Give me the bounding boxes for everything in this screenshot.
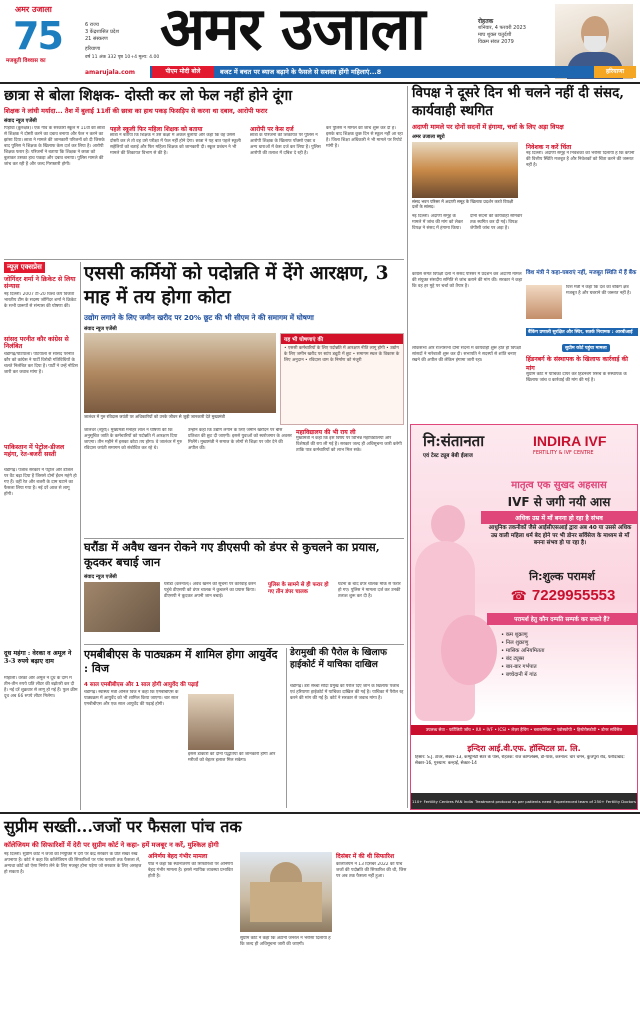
mining-story-box-head: पुलिस के सामने से ही फरार हो गए तीन डंपर चालक — [268, 582, 329, 595]
lead-left-body-col3: छात्रा के परिजनों की शिकायत पर पुलिस ने आरोपी शिक्षक के खिलाफ पॉक्सो एक्ट व अन्य धाराओं में केस दर्ज कर लिया है। पुलिस आरोपी की तलाश में दबिश दे रही है। — [250, 133, 321, 156]
bottom-bar-item: Treatment protocol as per patients need — [475, 798, 552, 804]
checklist-item: • निल शुक्राणु — [501, 640, 529, 646]
checklist-item: • मासिक अनियमितता — [501, 648, 545, 654]
brand-small-text: अमर उजाला — [15, 4, 52, 14]
bottom-story-body-1: नई दिल्ली। सुप्रीम कोर्ट ने जजों की नियुक्ति में देरी पर केंद्र सरकार के प्रति सख्त रुख अपनाया है। कोर्ट ने कहा कि कॉलेजियम की सिफारिशों पर पांच फरवरी तक फैसला लें, अन्यथा कोर्ट को ऐसा निर्णय लेने के लिए मजबूर होना पड़ेगा जो सरकार के लिए असहज हो सकता है। — [4, 852, 142, 875]
ivf-brand-sub: FERTILITY & IVF CENTRE — [533, 450, 594, 456]
bottom-story-subhead: कॉलेजियम की सिफारिशों में देरी पर सुप्रीम कोर्ट ने कहा- हमें मजबूर न करें, मुश्किल होगी — [4, 841, 219, 849]
date-block — [478, 18, 548, 46]
court-tag: सुप्रीम कोर्ट पहुंचा मामला — [562, 344, 610, 352]
mining-story-headline: घरौंडा में अवैध खनन रोकने गए डीएसपी को डंपर से कुचलने का प्रयास, कूदकर बचाई जान — [84, 540, 380, 569]
news-express-label: न्यूज़ एक्सप्रेस — [4, 262, 45, 273]
bullet-icon: • — [501, 656, 505, 662]
right-top-headline: विपक्ष ने दूसरे दिन भी चलने नहीं दी संसद, कार्यवाही स्थगित — [412, 85, 625, 119]
bullet-icon: • — [501, 640, 505, 646]
pm-tab[interactable]: पीएम मोदी बोले — [152, 66, 214, 78]
mbbs-story-body-2: इससे डॉक्टरों को दोनों पद्धतियों की जानकारी होगी और मरीजों को बेहतर इलाज मिल सकेगा। — [188, 752, 276, 763]
bullet-icon: • — [501, 672, 505, 678]
bottom-divider — [0, 812, 640, 814]
tagline: मजबूती विश्वास का — [6, 58, 46, 64]
ivf-checklist — [501, 631, 637, 679]
lead-left-col2-head: पहले स्कूली फिर महिला शिक्षक को बताया — [110, 126, 203, 133]
bottom-bar-item: Experienced team of 250+ Fertility Doctors — [553, 798, 636, 804]
brief-head-1: जोगिंदर शर्मा ने क्रिकेट से लिया संन्यास — [4, 276, 76, 291]
right-top-brief-body: वित्त मंत्री ने कहा कि देश का बैंकिंग क्षेत्र मजबूत है और घबराने की जरूरत नहीं है। — [566, 285, 632, 296]
right-top-body-3: कांग्रेस समेत विपक्षी दलों ने संसद परिसर में प्रदर्शन कर अदाणी मामले की संयुक्त संसदीय समिति से जांच कराने की मांग की। सरकार ने कहा कि वह हर मुद्दे पर चर्चा को तैयार है। — [412, 272, 523, 289]
main-story-byline: संवाद न्यूज एजेंसी — [84, 326, 117, 332]
bottom-bar-item: 110+ Fertility Centres PAN India — [412, 798, 473, 804]
right-top-side-body: नई दिल्ली। अदाणी समूह ने निवेशकों को भरोसा दिलाया है कि कंपनी की वित्तीय स्थिति मजबूत है और निवेशकों को चिंता करने की जरूरत नहीं है। — [526, 151, 635, 168]
lead-left-headline: छात्रा से बोला शिक्षक- दोस्ती कर लो फेल नहीं होने दूंगा — [4, 88, 293, 104]
sidebar-divider — [80, 262, 81, 810]
checklist-item: • बंद ट्यूब्स — [501, 656, 525, 662]
pm-beard-shape — [584, 36, 606, 52]
petrol-story-body: चंडीगढ़। डेरा सच्चा सौदा प्रमुख को पैरोल दिए जाने के खिलाफ पंजाब एवं हरियाणा हाईकोर्ट में याचिका दाखिल की गई है। याचिका में पैरोल रद्द करने की मांग की गई है। कोर्ट ने सरकार से जवाब मांगा है। — [290, 684, 404, 701]
mbbs-story-photo — [188, 694, 234, 750]
lead-left-body-col2: छात्रा ने बताया कि शिक्षक ने उसे कक्षा में अकेले बुलाया और कहा कि वह उससे दोस्ती कर ले तो वह उसे परीक्षा में फेल नहीं होने देगा। छात्रा ने यह बात पहले स्कूली सहेलियों को बताई और फिर महिला शिक्षक को जानकारी दी। स्कूल प्रबंधन ने भी मामले की शिकायत विभाग से की है। — [110, 133, 241, 156]
brief-body-4: मोहाली। वेरका और अमूल ने दूध के दाम में तीन-तीन रुपये प्रति लीटर की बढ़ोतरी कर दी है। नई दरें शुक्रवार से लागू हो गई हैं। फुल क्रीम दूध अब 66 रुपये लीटर मिलेगा। — [4, 676, 78, 699]
issue-line: वर्ष 11 अंक 332 पृष्ठ 10+4 मूल्य: 4.00 — [85, 55, 160, 60]
budget-line[interactable]: बजट में बचत पर ब्याज बढ़ाने के फैसले से सशक्त होंगी महिलाएं...8 — [220, 68, 382, 76]
edition-item: 3 केंद्रशासित प्रदेश — [85, 28, 119, 35]
ivf-top-sub: एवं टेस्ट ट्यूब बेबी ईलाज — [423, 453, 473, 459]
brief-head-3: पाकिस्तान में पेट्रोल-डीजल महंगा, रेत-बजरी सस्ती — [4, 444, 65, 459]
main-story-right-head: महाविद्यालय की भी राय ली — [296, 429, 356, 436]
right-top-photo — [412, 142, 518, 198]
anniversary-logo — [3, 4, 78, 66]
right-top-side-head: निवेशक न करें चिंता — [526, 144, 572, 151]
bottom-story-side-head: अनिर्णय बेहद गंभीर मामला — [148, 853, 208, 860]
ivf-pregnant-silhouette — [410, 505, 496, 735]
lead-divider — [4, 259, 404, 260]
court-dome-shape — [270, 862, 302, 884]
main-story-body-3: मुख्यमंत्री ने कहा कि इस विषय पर विभिन्न महाविद्यालयों और विशेषज्ञों की राय ली गई है। सरकार जल्द ही अधिसूचना जारी करेगी ताकि पात्र कर्मचारियों को लाभ मिल सके। — [296, 436, 402, 453]
brief-head-2: सांसद परनीत कौर कांग्रेस से निलंबित — [4, 336, 69, 351]
bottom-story-side-head2: दिसंबर में की थी सिफारिश — [336, 853, 395, 860]
state-tab[interactable]: हरियाणा — [594, 66, 636, 78]
right-top-caption2: बैंकिंग प्रणाली सुरक्षित और स्थिर, सतर्क नियामक : आरबीआई — [526, 328, 638, 336]
ivf-consult-label: नि:शुल्क परामर्श — [529, 570, 595, 583]
hindu-calendar: माघ शुक्ल चतुर्दशी — [478, 32, 512, 38]
petrol-story-headline: डेरामुखी की पैरोल के खिलाफ हाईकोर्ट में याचिका दाखिल — [290, 648, 387, 670]
mining-story-photo — [84, 582, 160, 632]
mbbs-story-headline: एमबीबीएस के पाठ्यक्रम में शामिल होगा आयुर्वेद : विज — [84, 648, 278, 675]
brief-head-4: दूध महंगा : वेरका व अमूल ने 3-3 रुपये बढ़ाए दाम — [4, 650, 72, 665]
mining-divider — [84, 644, 404, 645]
right-top-photo-caption: संसद भवन परिसर में अदाणी समूह के खिलाफ प्रदर्शन करते विपक्षी दलों के सांसद। — [412, 199, 514, 210]
right-top-court-head: हिंडनबर्ग के संस्थापक के खिलाफ कार्रवाई की मांग — [526, 356, 628, 372]
bullet-icon: • — [501, 632, 505, 638]
lead-left-byline: संवाद न्यूज एजेंसी — [4, 118, 37, 124]
main-story-photo — [84, 333, 276, 413]
lead-left-body-col4: कर पुलिस ने मामले की जांच शुरू कर दी है। इसके बाद शिक्षक कुछ दिन से स्कूल नहीं आ रहा है। जिला शिक्षा अधिकारी ने भी मामले पर रिपोर्ट मांगी है। — [326, 126, 403, 149]
main-story-body-1: जालंधर (ब्यूरो)। मुख्यमंत्री मनोहर लाल ने घोषणा की कि अनुसूचित जाति के कर्मचारियों को पदोन्नति में आरक्षण दिया जाएगा। तीन महीने में इसका कोटा तय होगा। वे जालंधर में गुरु रविदास जयंती समागम को संबोधित कर रहे थे। — [84, 428, 182, 451]
court-building-shape — [250, 882, 322, 922]
mining-story-body-1: घरौंडा (करनाल)। अवैध खनन की सूचना पर कार्रवाई करने पहुंचे डीएसपी को डंपर चालक ने कुचलने का प्रयास किया। डीएसपी ने कूदकर अपनी जान बचाई। — [164, 582, 256, 599]
ivf-bottom-bar — [411, 793, 637, 809]
editions-list — [85, 22, 145, 42]
right-top-brief-head: विश मंत्री ने कहा-घबराएं नहीं, मजबूत स्थिति में हैं बैंक — [526, 270, 637, 276]
mining-story-body-2: घटना के बाद डंपर चालक मौके से फरार हो गए। पुलिस ने मामला दर्ज कर उनकी तलाश शुरू कर दी है। — [338, 582, 401, 599]
ivf-company: इन्दिरा आई.वी.एफ. हॉस्पिटल प्रा. लि. — [467, 744, 581, 753]
ivf-services: उपलब्ध सेवा - फर्टिलिटी जाँच • IUI • IVF • ICSI • लेज़र हैचिंग • ब्लास्टोसिस्ट • एंडोस्कोपी • हिस्टेरोस्कोपी • डोनर सर्विसेज — [411, 725, 637, 735]
anniversary-number: 75 — [13, 14, 62, 58]
bottom-story-body-2: पीठ ने कहा कि स्थानांतरण की सिफारिशों पर अनिर्णय बेहद गंभीर मामला है। इससे न्यायिक व्यवस्था प्रभावित होती है। — [148, 862, 233, 879]
right-top-body-4: लोकसभा और राज्यसभा दोनों सदनों में कार्यवाही शुरू होते ही विपक्षी सांसदों ने नारेबाजी शुरू कर दी। सभापति ने सदस्यों से शांति बनाए रखने की अपील की लेकिन हंगामा जारी रहा। — [412, 346, 521, 363]
mbbs-story-body-1: चंडीगढ़। स्वास्थ्य मंत्री अनिल विज ने कहा कि एमबीबीएस के पाठ्यक्रम में आयुर्वेद को भी शामिल किया जाएगा। चार साल एमबीबीएस और एक साल आयुर्वेद की पढ़ाई होगी। — [84, 690, 179, 707]
checklist-item: • कम शुक्राणु — [501, 632, 528, 638]
ivf-phone[interactable] — [493, 585, 633, 605]
right-top-body-1: नई दिल्ली। अदाणी समूह के मामले में जांच की मांग को लेकर विपक्ष ने संसद में हंगामा किया। — [412, 214, 463, 231]
mbbs-story-subhead: 4 साल एमबीबीएस और 1 साल होगी आयुर्वेद की पढ़ाई — [84, 682, 199, 688]
masthead — [0, 0, 640, 80]
mining-story-byline: संवाद न्यूज एजेंसी — [84, 574, 117, 580]
bottom-story-body-3: कॉलेजियम ने 13 दिसंबर 2022 को पांच जजों की पदोन्नति की सिफारिश की थी, जिस पर अब तक फैसला नहीं हुआ। — [336, 862, 407, 879]
main-story-subhead: उद्योग लगाने के लिए जमीन खरीद पर 20% छूट की भी सीएम ने की समागम में घोषणा — [84, 313, 314, 322]
ivf-advertisement[interactable] — [410, 424, 638, 810]
lead-left-body-col1: पिहोवा (कुरुक्षेत्र)। एक गांव के सरकारी स्कूल में 11वीं की छात्रा से शिक्षक ने दोस्ती करने का दबाव बनाया और फेल न करने का झांसा दिया। छात्रा ने मामले की जानकारी परिजनों को दी जिसके बाद पुलिस ने शिक्षक के खिलाफ केस दर्ज कर लिया है। आरोपी शिक्षक फरार है। परिजनों ने बताया कि शिक्षक ने छात्रा को बुलाकर उसका हाथ पकड़ा और दबाव बनाया। पुलिस मामले की जांच कर रही है और जल्द गिरफ्तारी होगी। — [4, 126, 105, 167]
right-top-court-body: सुप्रीम कोर्ट में याचिका दायर कर हिंडनबर्ग रिसर्च के संस्थापक के खिलाफ जांच व कार्रवाई की मांग की गई है। — [526, 372, 627, 383]
edition-item: 6 राज्य — [85, 22, 99, 28]
date: शनिवार, 4 फरवरी 2023 — [478, 25, 526, 31]
mbbs-divider — [286, 648, 287, 808]
ivf-body: आधुनिक तकनीकों जैसे आईसीएसआई द्वारा अब 40 या उससे अधिक उम्र वाली महिला धर्म बेद होने पर भी डोनर सर्विसेज के माध्यम से माँ बनना संभव हो पा रहा है। — [488, 525, 632, 547]
lead-left-col3-head: आरोपी पर केस दर्ज — [250, 126, 294, 133]
vikram-samvat: विक्रम संवत 2079 — [478, 39, 514, 45]
lead-left-subhead: शिक्षक ने लांघी मर्यादा... तैश में बुलाई 11वीं की छात्रा का हाथ पकड़ फिसड़िप से करना था दबाव, आरोपी फरार — [4, 107, 268, 115]
ivf-phone-number[interactable]: 7229955553 — [531, 587, 616, 604]
ivf-question: परामर्श हेतु कौन दम्पति सम्पर्क कर सकते हैं? — [487, 613, 637, 625]
bottom-story-body-4: सुप्रीम कोर्ट ने कहा कि अटॉर्नी जनरल ने भरोसा दिलाया है कि जल्द ही अधिसूचना जारी की जाएगी। — [240, 936, 331, 947]
silhouette-head-shape — [431, 505, 465, 543]
checklist-item: • बार-बार गर्भपात — [501, 664, 537, 670]
right-top-body-2: दोनों सदनों की कार्यवाही सोमवार तक स्थगित कर दी गई। विपक्ष जेपीसी जांच पर अड़ा है। — [470, 214, 523, 231]
main-divider — [84, 538, 404, 539]
brief-body-3: चंडीगढ़। पंजाब सरकार ने पेट्रोल और डीजल पर वैट बढ़ा दिया है जिससे दोनों ईंधन महंगे हो गए हैं। वहीं रेत और बजरी के दाम घटाने का फैसला लिया गया है। नई दरें आज से लागू होंगी। — [4, 468, 77, 497]
checklist-item: • बच्चेदानी में गांठ — [501, 672, 537, 678]
masthead-title: अमर उजाला — [160, 0, 425, 63]
silhouette-belly-shape — [441, 615, 497, 685]
bullet-icon: • — [501, 664, 505, 670]
main-story-box-body: • एससी कर्मचारियों के लिए पदोन्नति में आरक्षण नीति लागू होगी • उद्योग के लिए जमीन खरीद पर स्टांप ड्यूटी में छूट • समागम स्थल के विकास के लिए अनुदान • रविदास धाम के निर्माण को मंजूरी — [284, 346, 400, 363]
main-story-box-head: यह भी घोषणाएं की — [281, 334, 403, 344]
city: रोहतक — [478, 18, 494, 25]
site-url[interactable]: amarujala.com — [85, 69, 136, 76]
edition-item: 21 संस्करण — [85, 35, 108, 42]
minister-photo — [526, 285, 562, 319]
right-top-byline: अमर उजाला ब्यूरो — [412, 134, 445, 140]
edition-label: हरियाणा — [85, 46, 101, 52]
main-story-photo-caption: जालंधर में गुरु रविदास जयंती पर अधिकारियों को उनके जीवन से जुड़ी जानकारी देते मुख्यमंत्री — [84, 414, 225, 419]
main-story-headline: एससी कर्मियों को पदोन्नति में देंगे आरक्षण, 3 माह में तय होगा कोटा — [84, 263, 389, 308]
right-top-subhead: अदाणी मामले पर दोनों सदनों में हंगामा, चर्चा के लिए अड़ा विपक्ष — [412, 123, 564, 131]
main-story-body-2: उन्होंने कहा कि उद्योग लगाने के लिए जमीन खरीदने पर बीस प्रतिशत की छूट दी जाएगी। इससे युवाओं को स्वरोजगार के अवसर मिलेंगे। मुख्यमंत्री ने समाज के लोगों से शिक्षा पर जोर देने की अपील की। — [188, 428, 292, 451]
ivf-top-label: नि:संतानता — [423, 432, 485, 450]
ivf-strip: अधिक उम्र में माँ बनना हो रहा है संभव — [481, 511, 637, 524]
phone-icon: ☎ — [510, 589, 527, 604]
ivf-brand: INDIRA IVF — [533, 433, 607, 449]
right-column-divider — [407, 86, 408, 808]
bullet-icon: • — [501, 648, 505, 654]
supreme-court-photo — [240, 852, 332, 932]
ivf-line1: मातृत्व एक सुखद अहसास — [511, 480, 607, 491]
brief-body-1: नई दिल्ली। 2007 टी-20 विश्व कप विजेता भारतीय टीम के सदस्य जोगिंदर शर्मा ने क्रिकेट के सभी प्रारूपों से संन्यास की घोषणा की। — [4, 292, 77, 309]
bottom-story-headline: सुप्रीम सख्ती...जजों पर फैसला पांच तक — [4, 817, 242, 836]
brief-body-2: चंडीगढ़/पटियाला। पटियाला से सांसद परनीत कौर को कांग्रेस ने पार्टी विरोधी गतिविधियों के चलते निलंबित कर दिया है। पार्टी ने उन्हें नोटिस जारी कर जवाब मांगा है। — [4, 352, 78, 375]
ivf-addresses: हिसार: S.J. टॉवर, सेक्टर-13, कम्युनिटी सेंटर के पास, रोहतक: राज कॉम्प्लेक्स, डी-पार्क, करनाल: चार चमन, कुंजपुरा रोड, फरीदाबाद: सेक्टर-16, गुरुग्राम: कन्हाई, सेक्टर-14 — [415, 755, 625, 766]
ivf-line2: IVF से जगी नयी आस — [507, 495, 611, 509]
main-story-box — [280, 333, 404, 425]
